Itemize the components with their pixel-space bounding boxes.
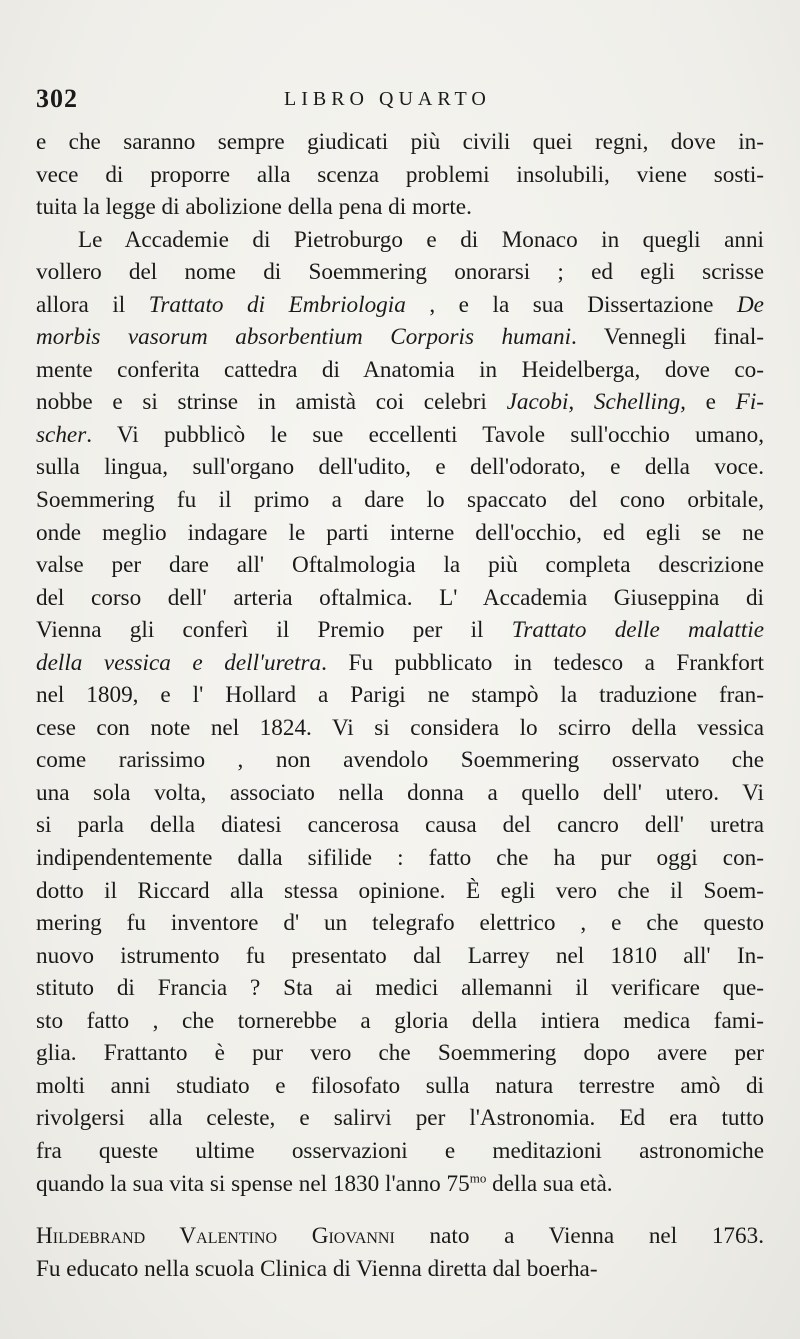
text-line xyxy=(36,451,764,484)
text-run: Fu educato nella scuola Clinica di Vienna diretta dal boerha- xyxy=(36,1255,598,1282)
text-line xyxy=(36,712,764,745)
text-run: vece di proporre alla scenza problemi insolubili, viene sosti- xyxy=(36,161,764,188)
text-run: mo xyxy=(469,1169,487,1185)
text-line xyxy=(36,159,764,192)
text-run: cese con note nel 1824. Vi si considera lo scirro della vessica xyxy=(36,714,764,741)
text-line xyxy=(36,647,764,680)
text-line xyxy=(36,191,764,224)
text-line xyxy=(36,224,764,257)
running-head: LIBRO QUARTO xyxy=(284,88,491,110)
text-run: nobbe e si strinse in amistà coi celebri xyxy=(36,389,507,416)
text-line xyxy=(36,907,764,940)
text-line xyxy=(36,1070,764,1103)
text-line xyxy=(36,256,764,289)
text-run: si parla della diatesi cancerosa causa del cancro dell' uretra xyxy=(36,812,764,839)
text-line xyxy=(36,940,764,973)
text-line xyxy=(36,582,764,615)
italic-title: della vessica e dell'uretra xyxy=(36,649,322,676)
text-run: una sola volta, associato nella donna a quello dell' utero. Vi xyxy=(36,779,764,806)
text-run: onde meglio indagare le parti interne dell'occhio, ed egli se ne xyxy=(36,519,764,546)
text-run: allora il xyxy=(36,291,149,318)
text-run: sulla lingua, sull'organo dell'udito, e dell'odorato, e della voce. xyxy=(36,454,764,481)
text-line xyxy=(36,1220,764,1253)
text-run: sto fatto , che tornerebbe a gloria della intiera medica fami- xyxy=(36,1007,764,1034)
text-run: come rarissimo , non avendolo Soemmering osservato che xyxy=(36,747,764,774)
text-run: fra queste ultime osservazioni e meditazioni astronomiche xyxy=(36,1137,764,1164)
text-run: Le Accademie di Pietroburgo e di Monaco in quegli anni xyxy=(78,226,764,253)
text-run: e che saranno sempre giudicati più civili quei regni, dove in- xyxy=(36,129,764,155)
text-run: della sua età. xyxy=(486,1170,613,1197)
text-run: stituto di Francia ? Sta ai medici allemanni il verificare que- xyxy=(36,975,764,1002)
text-line xyxy=(36,354,764,387)
text-run: mering fu inventore d' un telegrafo elettrico , e che questo xyxy=(36,910,764,937)
text-line xyxy=(36,126,764,159)
text-run: molti anni studiato e filosofato sulla natura terrestre amò di xyxy=(36,1072,764,1099)
text-line xyxy=(36,875,764,908)
text-run: indipendentemente dalla sifilide : fatto che ha pur oggi con- xyxy=(36,845,764,872)
text-line xyxy=(36,419,764,452)
text-run: glia. Frattanto è pur vero che Soemmering dopo avere per xyxy=(36,1040,764,1067)
text-run: del corso dell' arteria oftalmica. L' Accademia Giuseppina di xyxy=(36,584,764,611)
text-run: valse per dare all' Oftalmologia la più completa descrizione xyxy=(36,552,764,579)
text-run: . Vennegli final- xyxy=(571,324,764,351)
text-run: , e la sua Dissertazione xyxy=(405,291,737,318)
text-run: mente conferita cattedra di Anatomia in Heidelberga, dove co- xyxy=(36,356,764,383)
text-line xyxy=(36,744,764,777)
text-line xyxy=(36,484,764,517)
body-text xyxy=(36,126,764,1285)
text-line xyxy=(36,777,764,810)
text-line xyxy=(36,614,764,647)
text-run: nel 1809, e l' Hollard a Parigi ne stampò la traduzione fran- xyxy=(36,682,764,709)
italic-title: morbis vasorum absorbentium Corporis humani xyxy=(36,324,572,351)
text-line xyxy=(36,1037,764,1070)
page-header xyxy=(36,84,764,120)
text-line xyxy=(36,679,764,712)
text-run: vollero del nome di Soemmering onorarsi ; ed egli scrisse xyxy=(36,259,764,286)
text-run: rivolgersi alla celeste, e salirvi per l'Astronomia. Ed era tutto xyxy=(36,1105,764,1132)
text-run: nuovo istrumento fu presentato dal Larrey nel 1810 all' In- xyxy=(36,942,764,969)
text-line xyxy=(36,321,764,354)
text-line xyxy=(36,1102,764,1135)
text-line xyxy=(36,386,764,419)
italic-title: scher xyxy=(36,421,87,448)
text-line xyxy=(36,1253,764,1286)
text-line xyxy=(36,1168,764,1201)
page-number: 302 xyxy=(36,84,78,113)
entry-separator xyxy=(36,1200,764,1220)
text-run: Soemmering fu il primo a dare lo spaccato del cono orbitale, xyxy=(36,487,764,514)
text-run: Vienna gli conferì il Premio per il xyxy=(36,617,512,644)
text-run: e xyxy=(685,389,736,416)
text-run: nato a Vienna nel 1763. xyxy=(394,1223,765,1250)
text-run: . Fu pubblicato in tedesco a Frankfort xyxy=(321,649,764,676)
italic-title: De xyxy=(736,291,764,318)
text-run: dotto il Riccard alla stessa opinione. È egli vero che il Soem- xyxy=(36,877,764,904)
text-line xyxy=(36,517,764,550)
text-run: . Vi pubblicò le sue eccellenti Tavole sull'occhio umano, xyxy=(86,421,764,448)
italic-title: Fi- xyxy=(735,389,764,416)
text-line xyxy=(36,972,764,1005)
italic-title: Trattato delle malattie xyxy=(511,617,764,644)
text-line xyxy=(36,1135,764,1168)
text-line xyxy=(36,809,764,842)
entry-name: Hildebrand Valentino Giovanni xyxy=(36,1223,395,1250)
text-line xyxy=(36,549,764,582)
text-run: quando la sua vita si spense nel 1830 l'anno 75 xyxy=(36,1170,470,1197)
text-line xyxy=(36,1005,764,1038)
text-line xyxy=(36,842,764,875)
text-line xyxy=(36,289,764,322)
italic-title: Jacobi, Schelling, xyxy=(506,389,686,416)
text-run: tuita la legge di abolizione della pena di morte. xyxy=(36,194,472,221)
italic-title: Trattato di Embriologia xyxy=(148,291,406,318)
